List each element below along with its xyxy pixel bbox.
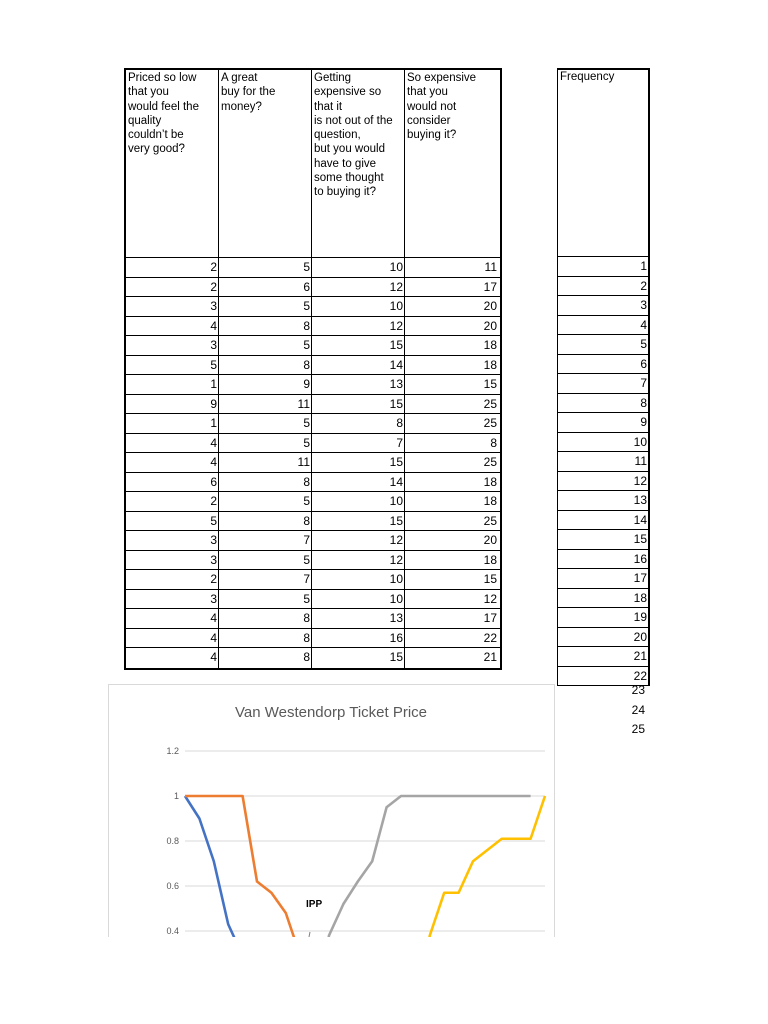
- survey-cell[interactable]: 10: [312, 570, 405, 589]
- survey-row: [126, 336, 500, 356]
- survey-row: [126, 473, 500, 493]
- survey-cell[interactable]: 8: [219, 629, 312, 648]
- survey-cell[interactable]: 4: [126, 317, 219, 336]
- survey-cell[interactable]: 7: [312, 434, 405, 453]
- series-line-too-expensive: [185, 796, 545, 937]
- survey-rows: [126, 258, 500, 668]
- survey-cell[interactable]: 20: [483, 299, 497, 313]
- frequency-cell[interactable]: 12: [557, 472, 648, 492]
- survey-cell[interactable]: 10: [312, 492, 405, 511]
- survey-cell[interactable]: 5: [219, 414, 312, 433]
- frequency-cell[interactable]: 2: [557, 277, 648, 297]
- survey-cell[interactable]: 7: [219, 570, 312, 589]
- survey-cell[interactable]: 14: [312, 356, 405, 375]
- frequency-cell[interactable]: 10: [557, 433, 648, 453]
- header-great-buy: A great buy for the money?: [219, 70, 312, 257]
- survey-cell[interactable]: 17: [483, 611, 497, 625]
- survey-cell[interactable]: 18: [483, 552, 497, 567]
- survey-cell[interactable]: 2: [126, 492, 219, 511]
- survey-row: [126, 590, 500, 610]
- survey-cell[interactable]: 25: [483, 416, 497, 430]
- survey-cell[interactable]: 2: [126, 278, 219, 297]
- survey-cell[interactable]: 17: [483, 279, 497, 294]
- survey-row: [126, 648, 500, 668]
- survey-cell[interactable]: 12: [483, 591, 497, 606]
- survey-cell[interactable]: 8: [490, 435, 497, 450]
- y-tick-label: 0.6: [166, 881, 179, 891]
- survey-cell[interactable]: 3: [126, 336, 219, 355]
- survey-cell[interactable]: 15: [483, 572, 497, 586]
- survey-cell[interactable]: 8: [219, 317, 312, 336]
- survey-table: [124, 68, 502, 670]
- frequency-cell[interactable]: 8: [557, 394, 648, 414]
- survey-cell[interactable]: 15: [312, 395, 405, 414]
- ipp-annotation: IPP: [306, 899, 323, 910]
- survey-cell[interactable]: 6: [219, 278, 312, 297]
- survey-cell[interactable]: 11: [219, 453, 312, 472]
- survey-cell[interactable]: 6: [126, 473, 219, 492]
- frequency-cell[interactable]: 3: [557, 296, 648, 316]
- chart-container[interactable]: [108, 684, 555, 937]
- frequency-overflow-cell: 23: [631, 683, 645, 697]
- survey-cell[interactable]: 7: [219, 531, 312, 550]
- survey-cell[interactable]: 9: [219, 375, 312, 394]
- frequency-overflow-cell: 24: [631, 702, 645, 717]
- y-tick-label: 0.4: [166, 926, 179, 936]
- frequency-cell[interactable]: 4: [557, 316, 648, 336]
- frequency-cell[interactable]: 6: [557, 355, 648, 375]
- survey-row: [126, 492, 500, 512]
- chart-series: [185, 796, 545, 937]
- survey-cell[interactable]: 21: [483, 650, 497, 664]
- survey-cell[interactable]: 25: [483, 513, 497, 528]
- survey-cell[interactable]: 10: [312, 258, 405, 277]
- survey-cell[interactable]: 5: [219, 492, 312, 511]
- chart-title: Van Westendorp Ticket Price: [234, 704, 428, 721]
- survey-cell[interactable]: 10: [312, 590, 405, 609]
- survey-cell[interactable]: 15: [312, 648, 405, 668]
- frequency-cell[interactable]: 14: [557, 511, 648, 531]
- survey-row: [126, 570, 500, 590]
- frequency-cell[interactable]: 18: [557, 589, 648, 609]
- survey-row: [126, 317, 500, 337]
- frequency-overflow-cell: 25: [631, 722, 645, 736]
- survey-cell[interactable]: 10: [312, 297, 405, 316]
- survey-cell[interactable]: 4: [126, 648, 219, 668]
- survey-cell[interactable]: 20: [483, 533, 497, 547]
- survey-cell[interactable]: 5: [219, 297, 312, 316]
- survey-cell[interactable]: 5: [219, 590, 312, 609]
- survey-cell[interactable]: 8: [312, 414, 405, 433]
- frequency-cell[interactable]: 5: [557, 335, 648, 355]
- survey-cell[interactable]: 3: [126, 590, 219, 609]
- survey-cell[interactable]: 4: [126, 434, 219, 453]
- frequency-cell[interactable]: 1: [557, 257, 648, 277]
- survey-cell[interactable]: 22: [483, 630, 497, 645]
- survey-cell[interactable]: 4: [126, 453, 219, 472]
- frequency-header: Frequency: [557, 70, 648, 257]
- survey-row: [126, 356, 500, 376]
- survey-cell[interactable]: 16: [312, 629, 405, 648]
- survey-cell[interactable]: 12: [312, 317, 405, 336]
- survey-cell[interactable]: 11: [219, 395, 312, 414]
- survey-row: [126, 531, 500, 551]
- series-line-getting-expensive: [185, 796, 531, 937]
- y-tick-label: 0.8: [166, 836, 179, 846]
- survey-cell[interactable]: 18: [483, 474, 497, 489]
- survey-cell[interactable]: 4: [126, 629, 219, 648]
- van-westendorp-chart: [109, 685, 554, 937]
- survey-cell[interactable]: 15: [312, 512, 405, 531]
- frequency-cell[interactable]: 19: [557, 608, 648, 628]
- survey-cell[interactable]: 20: [483, 318, 497, 333]
- frequency-cell[interactable]: 21: [557, 647, 648, 667]
- survey-cell[interactable]: 18: [483, 357, 497, 372]
- series-line-great-buy: [185, 796, 300, 937]
- frequency-cell[interactable]: 20: [557, 628, 648, 648]
- survey-cell[interactable]: 5: [126, 512, 219, 531]
- frequency-rows: [557, 257, 648, 686]
- survey-cell[interactable]: 4: [126, 609, 219, 628]
- survey-cell[interactable]: 3: [126, 551, 219, 570]
- y-tick-label: 1: [173, 791, 179, 801]
- survey-cell[interactable]: 18: [483, 338, 497, 352]
- survey-cell[interactable]: 13: [312, 375, 405, 394]
- frequency-cell[interactable]: 16: [557, 550, 648, 570]
- header-too-expensive: So expensive that you would not consider buying it?: [407, 72, 477, 142]
- survey-row: [126, 609, 500, 629]
- survey-row: [126, 375, 500, 395]
- frequency-cell[interactable]: 22: [557, 667, 648, 687]
- survey-row: [126, 512, 500, 532]
- y-tick-label: 1.2: [166, 746, 179, 756]
- survey-cell[interactable]: 15: [483, 377, 497, 391]
- survey-cell[interactable]: 8: [219, 473, 312, 492]
- survey-row: [126, 434, 500, 454]
- survey-cell[interactable]: 11: [484, 260, 497, 274]
- survey-cell[interactable]: 1: [126, 375, 219, 394]
- survey-cell[interactable]: 15: [312, 336, 405, 355]
- survey-header-row: [126, 70, 500, 258]
- survey-cell[interactable]: 5: [219, 551, 312, 570]
- survey-cell[interactable]: 12: [312, 551, 405, 570]
- frequency-cell[interactable]: 13: [557, 491, 648, 511]
- survey-row: [126, 414, 500, 434]
- survey-row: [126, 453, 500, 473]
- frequency-table: [557, 68, 650, 686]
- survey-cell[interactable]: 3: [126, 531, 219, 550]
- survey-cell[interactable]: 3: [126, 297, 219, 316]
- survey-row: [126, 278, 500, 298]
- survey-cell[interactable]: 8: [219, 356, 312, 375]
- frequency-cell[interactable]: 17: [557, 569, 648, 589]
- survey-cell[interactable]: 14: [312, 473, 405, 492]
- survey-row: [126, 551, 500, 571]
- frequency-cell[interactable]: 11: [557, 452, 648, 472]
- survey-cell[interactable]: 25: [483, 396, 497, 411]
- survey-cell[interactable]: 2: [126, 258, 219, 277]
- survey-cell[interactable]: 12: [312, 278, 405, 297]
- survey-cell[interactable]: 8: [219, 648, 312, 668]
- survey-cell[interactable]: 15: [312, 453, 405, 472]
- survey-cell[interactable]: 5: [126, 356, 219, 375]
- survey-cell[interactable]: 1: [126, 414, 219, 433]
- header-getting-expensive: Getting expensive so that it is not out of the question, but you would have to give some thought to buying it?: [312, 70, 405, 257]
- survey-cell[interactable]: 5: [219, 336, 312, 355]
- survey-row: [126, 258, 500, 278]
- survey-cell[interactable]: 8: [219, 609, 312, 628]
- survey-cell[interactable]: 8: [219, 512, 312, 531]
- survey-cell[interactable]: 5: [219, 258, 312, 277]
- series-line-too-cheap: [185, 796, 243, 937]
- frequency-cell[interactable]: 15: [557, 530, 648, 550]
- survey-cell[interactable]: 9: [126, 395, 219, 414]
- survey-cell[interactable]: 12: [312, 531, 405, 550]
- survey-cell[interactable]: 18: [483, 494, 497, 508]
- header-too-cheap: Priced so low that you would feel the quality couldn’t be very good?: [126, 70, 219, 257]
- survey-cell[interactable]: 13: [312, 609, 405, 628]
- survey-cell[interactable]: 5: [219, 434, 312, 453]
- survey-row: [126, 629, 500, 649]
- survey-row: [126, 395, 500, 415]
- survey-cell[interactable]: 2: [126, 570, 219, 589]
- survey-cell[interactable]: 25: [483, 455, 497, 469]
- frequency-cell[interactable]: 7: [557, 374, 648, 394]
- survey-row: [126, 297, 500, 317]
- ipp-marker-line: [309, 932, 310, 937]
- frequency-cell[interactable]: 9: [557, 413, 648, 433]
